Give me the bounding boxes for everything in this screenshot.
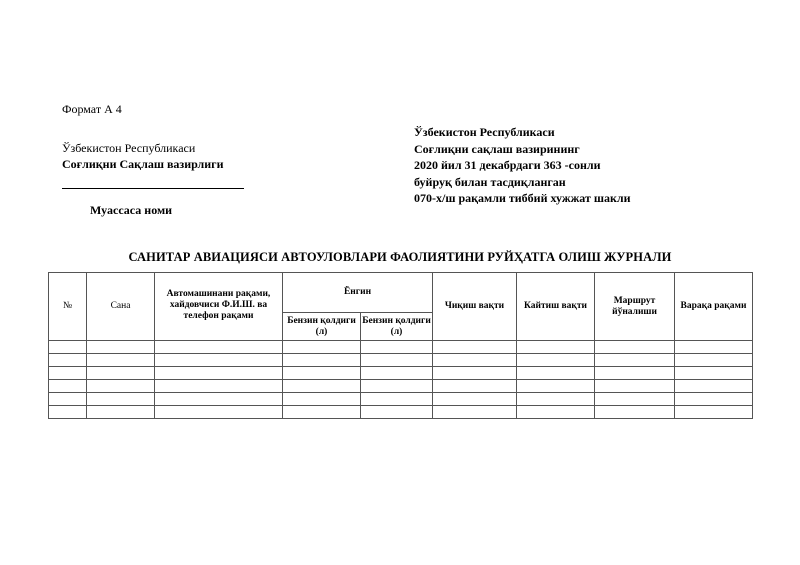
table-cell[interactable] <box>155 380 283 393</box>
table-cell[interactable] <box>595 393 675 406</box>
table-cell[interactable] <box>675 367 753 380</box>
header-departure-time: Чиқиш вақти <box>433 273 517 341</box>
table-cell[interactable] <box>433 367 517 380</box>
table-cell[interactable] <box>87 380 155 393</box>
table-cell[interactable] <box>155 393 283 406</box>
table-cell[interactable] <box>595 354 675 367</box>
table-cell[interactable] <box>595 367 675 380</box>
table-cell[interactable] <box>361 393 433 406</box>
table-cell[interactable] <box>517 354 595 367</box>
table-cell[interactable] <box>361 406 433 419</box>
table-cell[interactable] <box>595 406 675 419</box>
approval-line-4: буйруқ билан тасдиқланган <box>414 174 566 189</box>
table-cell[interactable] <box>433 354 517 367</box>
table-row <box>49 406 753 419</box>
table-cell[interactable] <box>283 380 361 393</box>
table-cell[interactable] <box>675 341 753 354</box>
table-cell[interactable] <box>49 393 87 406</box>
approval-line-2: Соғлиқни сақлаш вазирининг <box>414 141 580 156</box>
table-cell[interactable] <box>49 354 87 367</box>
header-number: № <box>49 273 87 341</box>
table-cell[interactable] <box>517 393 595 406</box>
table-cell[interactable] <box>675 393 753 406</box>
table-cell[interactable] <box>433 406 517 419</box>
journal-body <box>49 341 753 419</box>
table-row <box>49 341 753 354</box>
table-cell[interactable] <box>595 380 675 393</box>
journal-table <box>48 272 753 419</box>
table-cell[interactable] <box>87 393 155 406</box>
header-date: Сана <box>87 273 155 341</box>
table-cell[interactable] <box>87 406 155 419</box>
table-cell[interactable] <box>517 406 595 419</box>
table-cell[interactable] <box>87 341 155 354</box>
table-cell[interactable] <box>283 367 361 380</box>
header-fuel-group: Ёнгин <box>283 273 433 313</box>
table-cell[interactable] <box>87 354 155 367</box>
table-cell[interactable] <box>155 406 283 419</box>
table-cell[interactable] <box>595 341 675 354</box>
table-cell[interactable] <box>517 367 595 380</box>
table-row <box>49 367 753 380</box>
table-cell[interactable] <box>361 367 433 380</box>
approval-line-3: 2020 йил 31 декабрдаги 363 -сонли <box>414 158 601 172</box>
table-cell[interactable] <box>283 406 361 419</box>
table-cell[interactable] <box>361 380 433 393</box>
table-cell[interactable] <box>433 393 517 406</box>
header-fuel-remaining-1: Бензин қолдиги (л) <box>283 313 361 341</box>
table-cell[interactable] <box>283 341 361 354</box>
table-cell[interactable] <box>361 341 433 354</box>
table-cell[interactable] <box>675 406 753 419</box>
institution-signature-line <box>62 188 244 189</box>
table-cell[interactable] <box>49 406 87 419</box>
table-cell[interactable] <box>433 380 517 393</box>
header-fuel-remaining-2: Бензин қолдиги (л) <box>361 313 433 341</box>
right-header-approval <box>414 124 631 207</box>
table-cell[interactable] <box>155 367 283 380</box>
table-cell[interactable] <box>155 354 283 367</box>
left-header-country: Ўзбекистон Республикаси <box>62 141 196 155</box>
table-row <box>49 393 753 406</box>
left-header <box>62 140 224 172</box>
table-cell[interactable] <box>49 380 87 393</box>
header-route: Маршрут йўналиши <box>595 273 675 341</box>
table-cell[interactable] <box>675 380 753 393</box>
table-cell[interactable] <box>675 354 753 367</box>
left-header-ministry: Соғлиқни Сақлаш вазирлиги <box>62 157 224 171</box>
table-row <box>49 380 753 393</box>
header-vehicle: Автомашинани рақами, хайдовчиси Ф.И.Ш. ва телефон рақами <box>155 273 283 341</box>
approval-line-5: 070-х/ш рақамли тиббий хужжат шакли <box>414 191 631 205</box>
institution-name-label: Муассаса номи <box>90 203 173 217</box>
table-cell[interactable] <box>433 341 517 354</box>
table-cell[interactable] <box>361 354 433 367</box>
table-cell[interactable] <box>283 393 361 406</box>
table-cell[interactable] <box>517 380 595 393</box>
table-cell[interactable] <box>49 367 87 380</box>
format-label: Формат А 4 <box>62 102 122 116</box>
table-cell[interactable] <box>517 341 595 354</box>
header-return-time: Кайтиш вақти <box>517 273 595 341</box>
table-cell[interactable] <box>283 354 361 367</box>
approval-line-1: Ўзбекистон Республикаси <box>414 125 555 139</box>
table-row <box>49 354 753 367</box>
table-cell[interactable] <box>87 367 155 380</box>
document-title: САНИТАР АВИАЦИЯСИ АВТОУЛОВЛАРИ ФАОЛИЯТИНИ РУЙҲАТГА ОЛИШ ЖУРНАЛИ <box>128 250 672 264</box>
table-cell[interactable] <box>49 341 87 354</box>
table-cell[interactable] <box>155 341 283 354</box>
header-sheet-number: Варақа рақами <box>675 273 753 341</box>
